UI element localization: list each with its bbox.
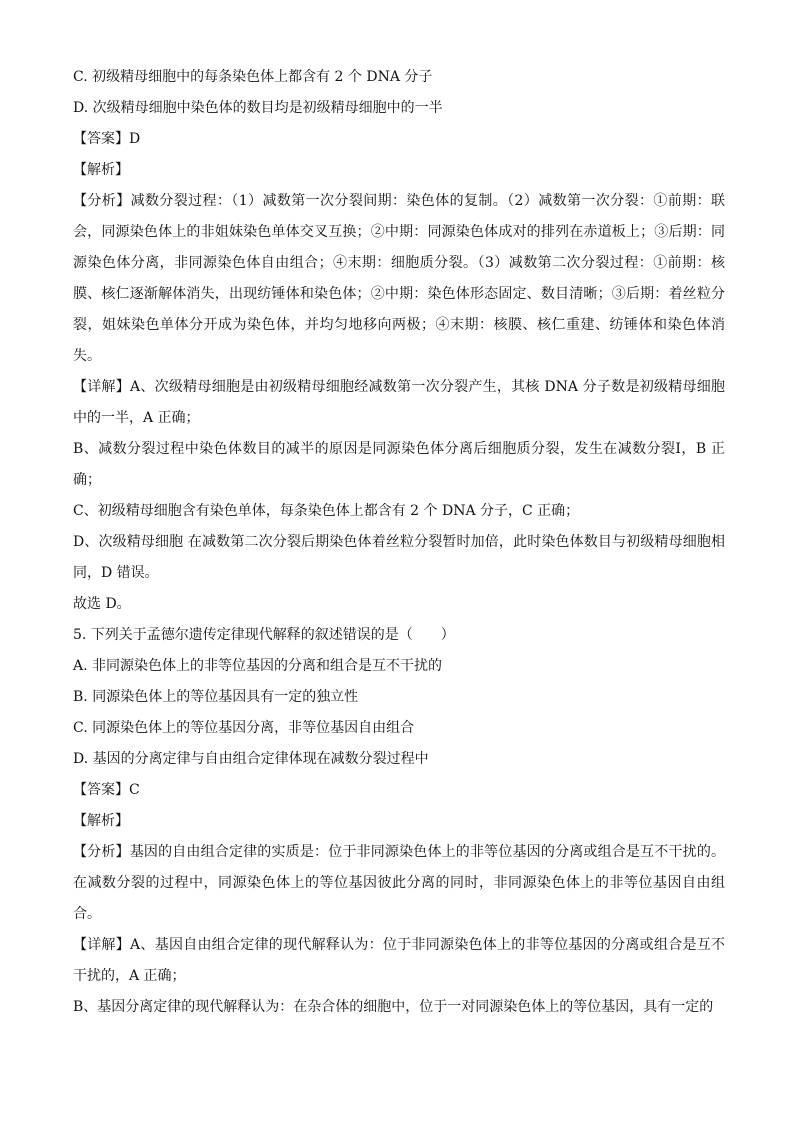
q5-answer: 【答案】C: [73, 782, 140, 798]
q4-analysis: 【分析】减数分裂过程：（1）减数第一次分裂间期：染色体的复制。（2）减数第一次分裂：①前期：联会，同源染色体上的非姐妹染色单体交叉互换；②中期：同源染色体成对的排列在赤道板上；③后期：同源染色体分离，非同源染色体自由组合；④末期：细胞质分裂。（3）减数第二次分裂过程：①前期：核膜、核仁逐渐解体消失，出现纺锤体和染色体；②中期：染色体形态固定、数目清晰；③后期：着丝粒分裂，姐妹染色单体分开成为染色体，并均匀地移向两极；④末期：核膜、核仁重建、纺锤体和染色体消失。: [73, 193, 725, 364]
q4-option-d: D. 次级精母细胞中染色体的数目均是初级精母细胞中的一半: [73, 100, 443, 116]
q4-option-c: C. 初级精母细胞中的每条染色体上都含有 2 个 DNA 分子: [73, 69, 433, 85]
q4-detail-c: C、初级精母细胞含有染色单体，每条染色体上都含有 2 个 DNA 分子，C 正确；: [73, 503, 580, 519]
q4-answer: 【答案】D: [73, 131, 141, 147]
page-content: [73, 62, 725, 1023]
q5-option-d: D. 基因的分离定律与自由组合定律体现在减数分裂过程中: [73, 751, 429, 767]
q5-analysis-title: 【解析】: [73, 813, 129, 829]
q4-detail-a: 【详解】A、次级精母细胞是由初级精母细胞经减数第一次分裂产生，其核 DNA 分子数是初级精母细胞中的一半，A 正确；: [73, 379, 725, 426]
q5-detail-b: B、基因分离定律的现代解释认为：在杂合体的细胞中，位于一对同源染色体上的等位基因，具有一定的: [73, 999, 714, 1015]
q5-detail-a: 【详解】A、基因自由组合定律的现代解释认为：位于非同源染色体上的非等位基因的分离或组合是互不干扰的，A 正确；: [73, 937, 725, 984]
q5-option-b: B. 同源染色体上的等位基因具有一定的独立性: [73, 689, 359, 705]
q5-analysis: 【分析】基因的自由组合定律的实质是：位于非同源染色体上的非等位基因的分离或组合是互不干扰的。在减数分裂的过程中，同源染色体上的等位基因彼此分离的同时，非同源染色体上的非等位基因自由组合。: [73, 844, 725, 922]
q4-conclusion: 故选 D。: [73, 596, 131, 612]
q5-option-a: A. 非同源染色体上的非等位基因的分离和组合是互不干扰的: [73, 658, 443, 674]
q4-detail-b: B、减数分裂过程中染色体数目的减半的原因是同源染色体分离后细胞质分裂，发生在减数分裂Ⅰ，B 正确；: [73, 441, 725, 488]
q5-option-c: C. 同源染色体上的等位基因分离，非等位基因自由组合: [73, 720, 415, 736]
q5-stem: 5. 下列关于孟德尔遗传定律现代解释的叙述错误的是（ ）: [73, 627, 455, 643]
q4-analysis-title: 【解析】: [73, 162, 129, 178]
q4-detail-d: D、次级精母细胞 在减数第二次分裂后期染色体着丝粒分裂暂时加倍，此时染色体数目与初级精母细胞相同，D 错误。: [73, 534, 725, 581]
